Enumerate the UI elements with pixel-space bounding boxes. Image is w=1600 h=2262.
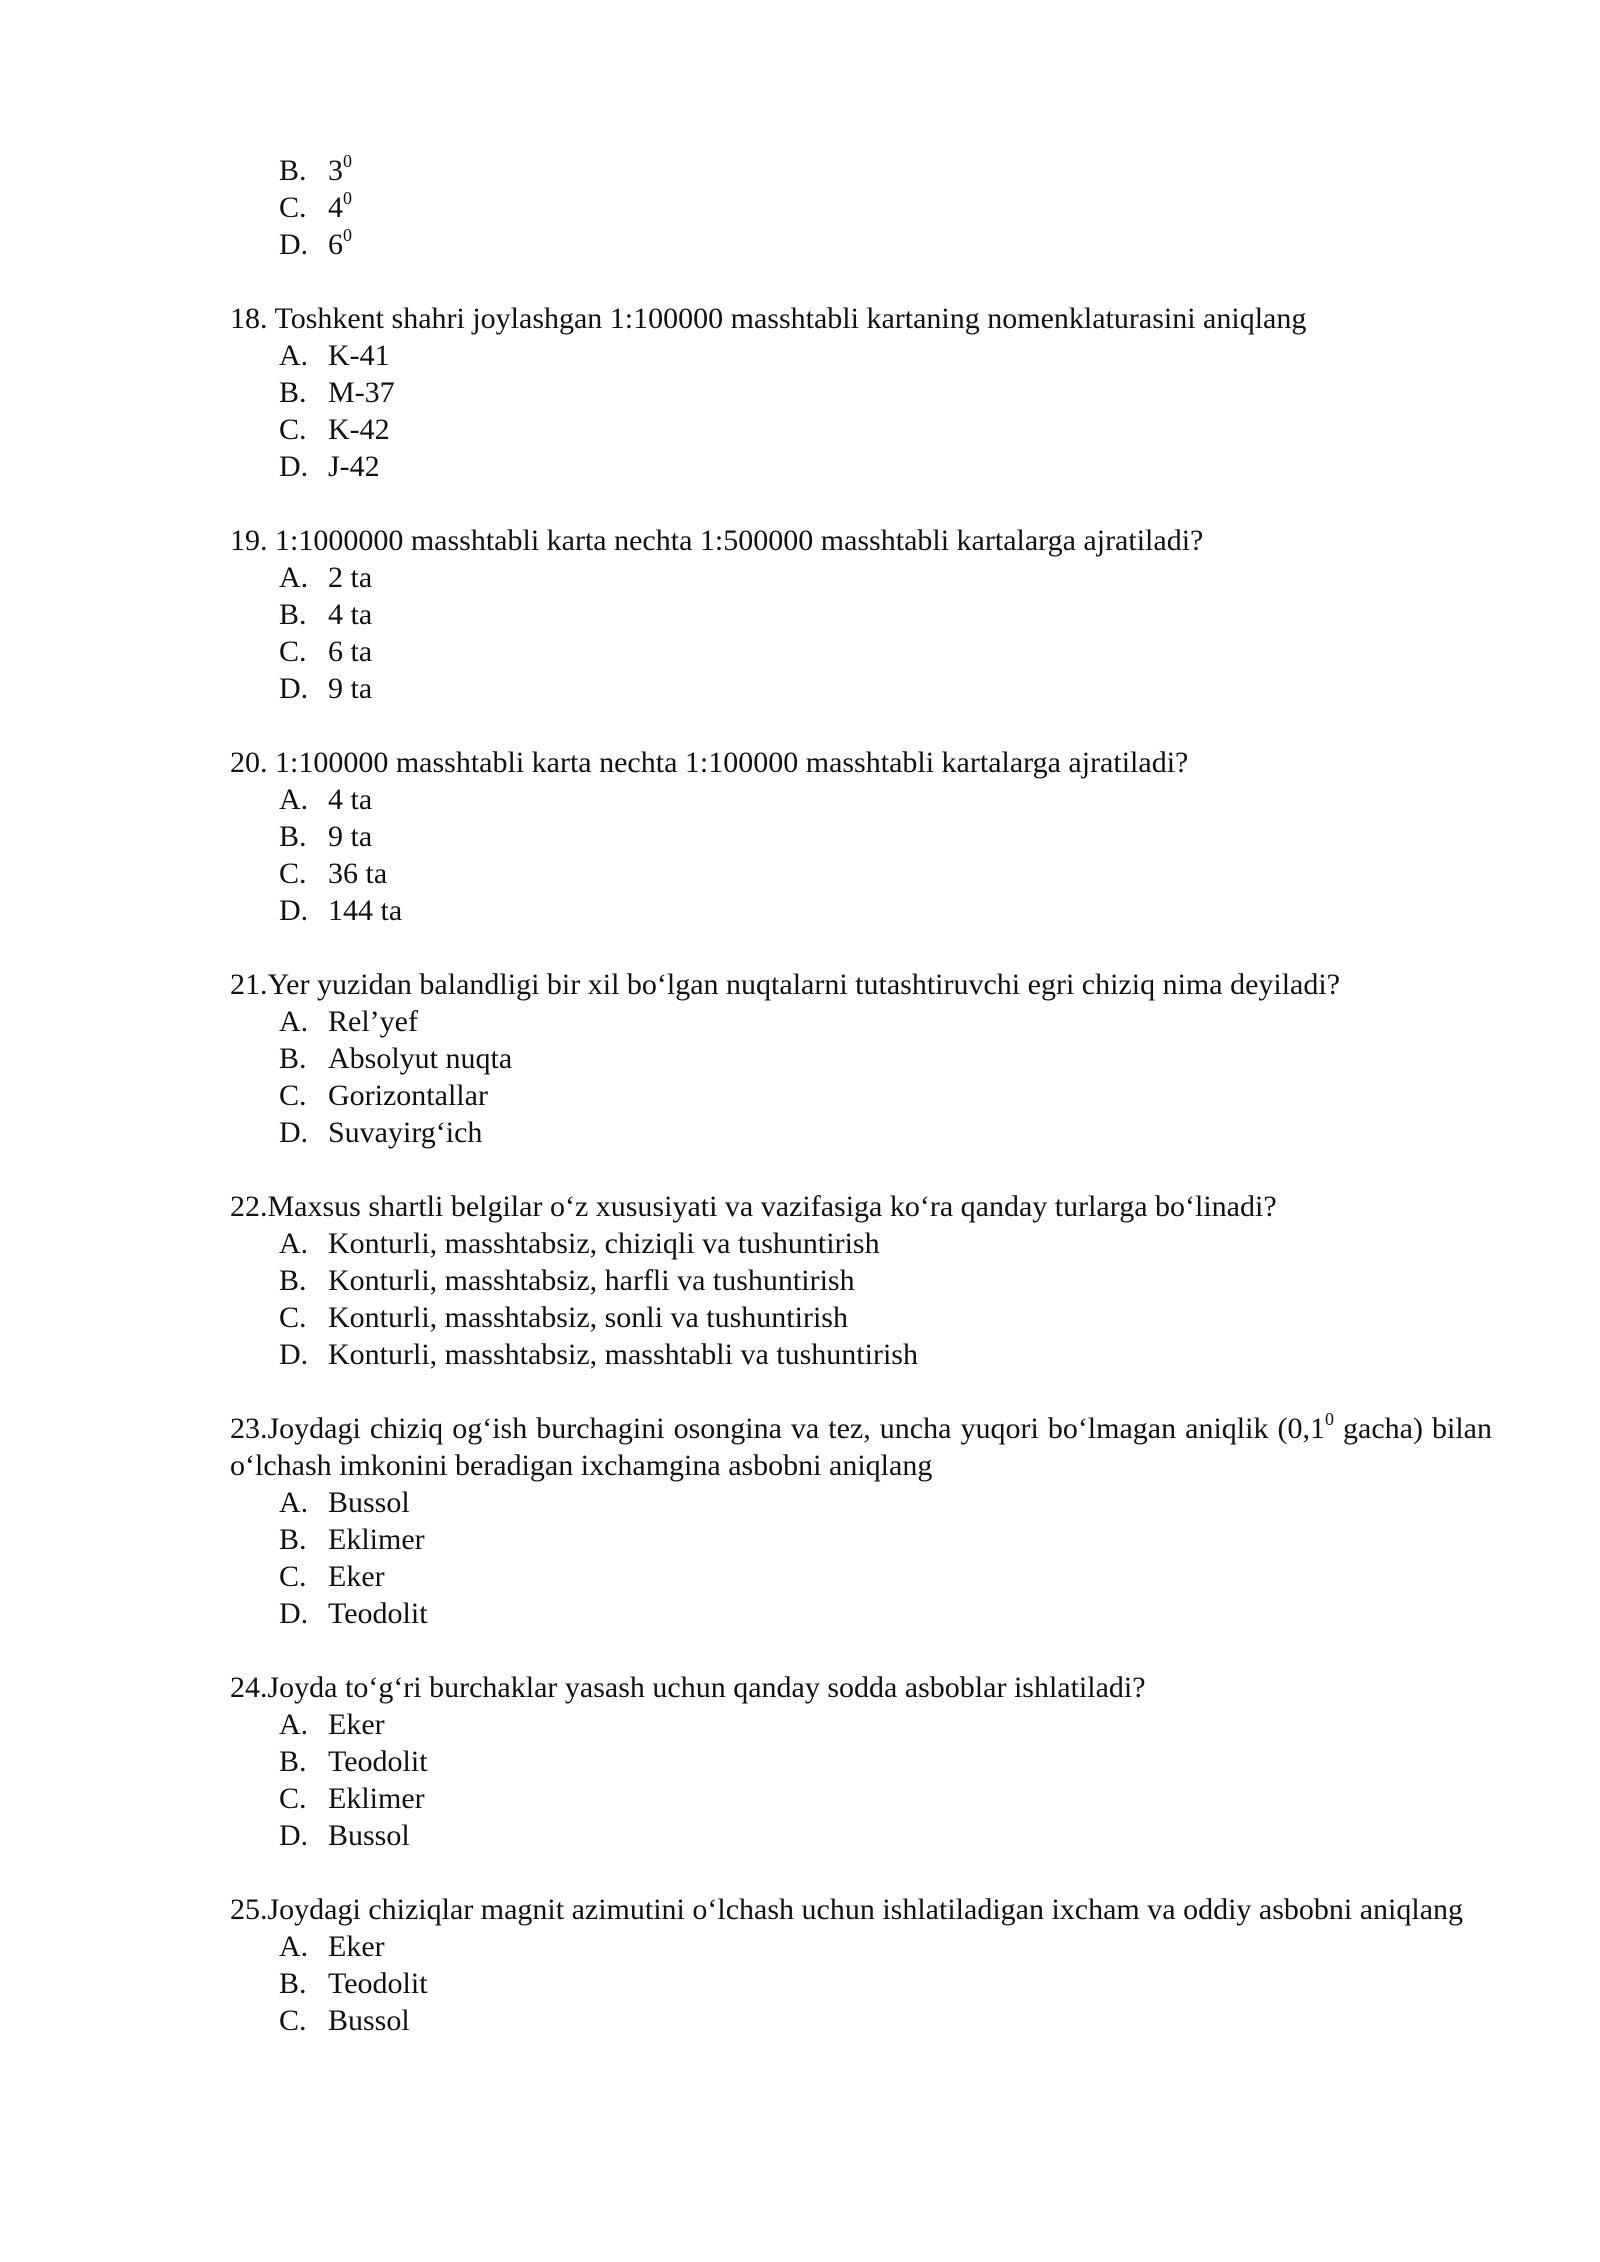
- option-letter: D.: [279, 672, 309, 705]
- options-list: [230, 152, 1492, 263]
- option-letter: A.: [279, 1708, 309, 1741]
- options-list: [230, 1706, 1492, 1854]
- question-text-part: gacha) bilan o‘lchash imkonini beradigan ixchamgina asbobni aniqlang: [230, 1412, 1492, 1482]
- question-text: 21.Yer yuzidan balandligi bir xil bo‘lgan nuqtalarni tutashtiruvchi egri chiziq nima deyiladi?: [230, 968, 1341, 1001]
- option-text: M-37: [328, 376, 395, 409]
- option-letter: C.: [279, 857, 307, 890]
- question-text-part: 23.Joydagi chiziq og‘ish burchagini osongina va tez, uncha yuqori bo‘lmagan aniqlik (0,1: [230, 1412, 1325, 1445]
- option-letter: B.: [279, 1523, 307, 1556]
- option-a: [230, 1484, 1492, 1521]
- option-letter: C.: [279, 413, 307, 446]
- option-letter: D.: [279, 894, 309, 927]
- option-letter: C.: [279, 1079, 307, 1112]
- option-text: 4: [328, 191, 343, 224]
- option-a: [230, 1928, 1492, 1965]
- option-text: 144 ta: [328, 894, 403, 927]
- option-d: [230, 1336, 1492, 1373]
- option-text: Rel’yef: [328, 1005, 418, 1038]
- option-letter: C.: [279, 1782, 307, 1815]
- option-text: Eklimer: [328, 1782, 425, 1815]
- degree-superscript: 0: [343, 225, 352, 245]
- option-text: 4 ta: [328, 598, 373, 631]
- option-text: Konturli, masshtabsiz, masshtabli va tushuntirish: [328, 1338, 918, 1371]
- option-c: [230, 411, 1492, 448]
- question-25: [230, 1891, 1492, 2039]
- option-letter: B.: [279, 376, 307, 409]
- option-text: 9 ta: [328, 672, 373, 705]
- question-text: 20. 1:100000 masshtabli karta nechta 1:100000 masshtabli kartalarga ajratiladi?: [230, 746, 1189, 779]
- option-b: [230, 1743, 1492, 1780]
- option-letter: B.: [279, 1264, 307, 1297]
- option-a: [230, 781, 1492, 818]
- options-list: [230, 337, 1492, 485]
- option-letter: A.: [279, 339, 309, 372]
- option-d: [230, 1817, 1492, 1854]
- option-letter: C.: [279, 1301, 307, 1334]
- question-18: [230, 300, 1492, 485]
- option-b: [230, 1040, 1492, 1077]
- option-a: [230, 1706, 1492, 1743]
- option-text: Gorizontallar: [328, 1079, 488, 1112]
- option-text: 3: [328, 154, 343, 187]
- options-list: [230, 781, 1492, 929]
- option-letter: D.: [279, 1338, 309, 1371]
- option-text: 36 ta: [328, 857, 388, 890]
- option-d: [230, 226, 1492, 263]
- question-17-continued: [230, 152, 1492, 263]
- option-c: [230, 633, 1492, 670]
- question-20: [230, 744, 1492, 929]
- option-text: Eker: [328, 1930, 385, 1963]
- option-letter: B.: [279, 598, 307, 631]
- question-22: [230, 1188, 1492, 1373]
- option-text: 2 ta: [328, 561, 373, 594]
- option-c: [230, 1780, 1492, 1817]
- option-letter: C.: [279, 191, 307, 224]
- options-list: [230, 559, 1492, 707]
- option-letter: C.: [279, 2004, 307, 2037]
- document-page: [230, 152, 1492, 2076]
- question-text: 25.Joydagi chiziqlar magnit azimutini o‘lchash uchun ishlatiladigan ixcham va oddiy asbobni aniqlang: [230, 1893, 1464, 1926]
- question-19: [230, 522, 1492, 707]
- option-b: [230, 374, 1492, 411]
- options-list: [230, 1484, 1492, 1632]
- question-23: [230, 1410, 1492, 1632]
- degree-superscript: 0: [343, 188, 352, 208]
- option-a: [230, 1003, 1492, 1040]
- option-b: [230, 818, 1492, 855]
- option-letter: B.: [279, 154, 307, 187]
- option-letter: A.: [279, 1486, 309, 1519]
- options-list: [230, 1003, 1492, 1151]
- option-letter: D.: [279, 1116, 309, 1149]
- option-d: [230, 448, 1492, 485]
- option-letter: B.: [279, 1042, 307, 1075]
- options-list: [230, 1225, 1492, 1373]
- option-letter: D.: [279, 1597, 309, 1630]
- option-c: [230, 2002, 1492, 2039]
- option-a: [230, 337, 1492, 374]
- question-text: 24.Joyda to‘g‘ri burchaklar yasash uchun qanday sodda asboblar ishlatiladi?: [230, 1671, 1146, 1704]
- option-letter: B.: [279, 1745, 307, 1778]
- option-text: Eker: [328, 1708, 385, 1741]
- option-d: [230, 1595, 1492, 1632]
- option-letter: D.: [279, 228, 309, 261]
- question-21: [230, 966, 1492, 1151]
- question-24: [230, 1669, 1492, 1854]
- question-text: 18. Toshkent shahri joylashgan 1:100000 masshtabli kartaning nomenklaturasini aniqlang: [230, 302, 1307, 335]
- option-letter: B.: [279, 1967, 307, 2000]
- option-c: [230, 189, 1492, 226]
- option-letter: A.: [279, 783, 309, 816]
- option-text: Bussol: [328, 2004, 410, 2037]
- option-text: Suvayirg‘ich: [328, 1116, 483, 1149]
- option-c: [230, 855, 1492, 892]
- degree-superscript: 0: [343, 151, 352, 171]
- option-text: K-42: [328, 413, 390, 446]
- option-c: [230, 1077, 1492, 1114]
- option-c: [230, 1299, 1492, 1336]
- option-d: [230, 670, 1492, 707]
- option-text: Eklimer: [328, 1523, 425, 1556]
- option-text: 9 ta: [328, 820, 373, 853]
- option-text: Teodolit: [328, 1597, 428, 1630]
- question-text: 19. 1:1000000 masshtabli karta nechta 1:500000 masshtabli kartalarga ajratiladi?: [230, 524, 1204, 557]
- option-letter: D.: [279, 450, 309, 483]
- option-a: [230, 1225, 1492, 1262]
- option-b: [230, 152, 1492, 189]
- option-letter: B.: [279, 820, 307, 853]
- option-d: [230, 892, 1492, 929]
- option-b: [230, 1965, 1492, 2002]
- option-letter: A.: [279, 1930, 309, 1963]
- option-a: [230, 559, 1492, 596]
- option-text: 6: [328, 228, 343, 261]
- option-text: Eker: [328, 1560, 385, 1593]
- option-text: Bussol: [328, 1486, 410, 1519]
- option-text: Absolyut nuqta: [328, 1042, 513, 1075]
- option-text: Konturli, masshtabsiz, chiziqli va tushuntirish: [328, 1227, 880, 1260]
- option-letter: D.: [279, 1819, 309, 1852]
- option-b: [230, 596, 1492, 633]
- option-text: Teodolit: [328, 1745, 428, 1778]
- option-text: K-41: [328, 339, 390, 372]
- options-list: [230, 1928, 1492, 2039]
- option-text: 4 ta: [328, 783, 373, 816]
- option-text: Bussol: [328, 1819, 410, 1852]
- option-letter: A.: [279, 561, 309, 594]
- question-text: 22.Maxsus shartli belgilar o‘z xususiyati va vazifasiga ko‘ra qanday turlarga bo‘linadi?: [230, 1190, 1277, 1223]
- option-text: Konturli, masshtabsiz, sonli va tushuntirish: [328, 1301, 848, 1334]
- option-letter: C.: [279, 1560, 307, 1593]
- option-text: J-42: [328, 450, 380, 483]
- option-letter: A.: [279, 1005, 309, 1038]
- option-text: Teodolit: [328, 1967, 428, 2000]
- option-letter: A.: [279, 1227, 309, 1260]
- option-c: [230, 1558, 1492, 1595]
- question-text: [230, 1410, 1492, 1484]
- option-text: Konturli, masshtabsiz, harfli va tushuntirish: [328, 1264, 855, 1297]
- option-b: [230, 1521, 1492, 1558]
- option-b: [230, 1262, 1492, 1299]
- option-text: 6 ta: [328, 635, 373, 668]
- option-d: [230, 1114, 1492, 1151]
- option-letter: C.: [279, 635, 307, 668]
- degree-superscript: 0: [1325, 1409, 1334, 1429]
